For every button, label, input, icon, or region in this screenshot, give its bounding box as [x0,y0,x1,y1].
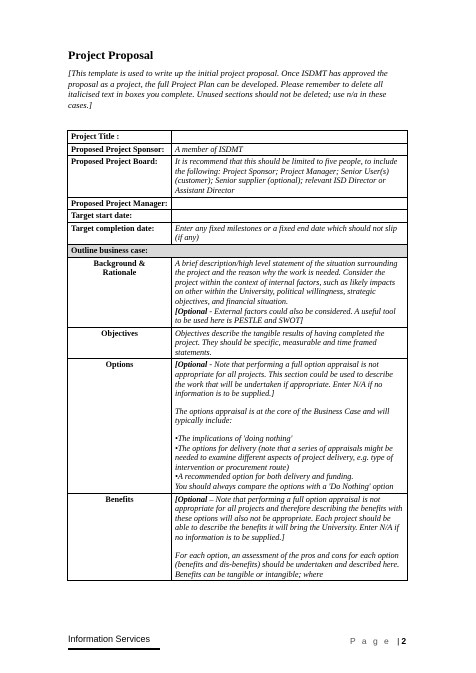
options-label: Options [68,359,172,493]
page-separator: | [397,636,400,646]
options-value[interactable] [172,359,408,493]
page-indicator [350,636,406,646]
optional-tag: [Optional [175,360,208,370]
options-bullet: •The implications of 'doing nothing' [175,434,293,444]
benefits-text: For each option, an assessment of the pros and cons for each option (benefits and dis-benefits) should be undertaken and described here. Benefits can be tangible or intangible; where [175,550,400,579]
sponsor-label: Proposed Project Sponsor: [68,143,172,156]
table-row-sponsor [68,143,408,156]
optional-tag: [Optional [175,306,208,316]
objectives-label: Objectives [68,327,172,359]
table-row-board [68,156,408,197]
table-row-completion-date [68,222,408,244]
board-label: Proposed Project Board: [68,156,172,197]
background-value[interactable] [172,257,408,327]
options-closing: You should always compare the options with a 'Do Nothing' option [175,482,394,491]
options-bullet: •A recommended option for both delivery and funding. [175,472,354,482]
options-note: - Note that performing a full option appraisal is not appropriate for all projects. This section could be used to describe the work that will be undertaken if appropriate. Enter N/A if no information is to be supplied.] [175,360,393,399]
footer-brand: Information Services [68,634,151,644]
table-row-options [68,359,408,493]
page-word: P a g e [350,636,391,646]
sponsor-value[interactable]: A member of ISDMT [172,143,408,156]
manager-label: Proposed Project Manager: [68,197,172,210]
benefits-value[interactable] [172,493,408,581]
options-intro: The options appraisal is at the core of the Business Case and will typically include: [175,406,390,426]
page-title: Project Proposal [68,48,154,62]
footer-divider [68,648,160,650]
table-row-manager [68,197,408,210]
options-bullet: •The options for delivery (note that a series of appraisals might be needed to examine different aspects of project delivery, e.g. type of intervention or procurement route) [175,443,393,472]
board-value[interactable]: It is recommend that this should be limited to five people, to include the following: Project Sponsor; Project Manager; Senior User(s) (customer); Senior supplier (optional); relevant ISD Director or Assistant Director [172,156,408,197]
project-title-value[interactable] [172,131,408,144]
background-label: Background & Rationale [68,257,172,327]
background-optional-text: - External factors could also be considered. A useful tool to be used here is PESTLE and SWOT] [175,306,396,326]
page-number: 2 [401,636,407,646]
manager-value[interactable] [172,197,408,210]
proposal-table [67,130,408,581]
objectives-value[interactable]: Objectives describe the tangible results of having completed the project. They should be specific, measurable and time framed statements. [172,327,408,359]
section-header: Outline business case: [68,244,408,257]
section-header-row [68,244,408,257]
start-date-label: Target start date: [68,210,172,223]
completion-date-value[interactable]: Enter any fixed milestones or a fixed end date which should not slip (if any) [172,222,408,244]
table-row-benefits [68,493,408,581]
completion-date-label: Target completion date: [68,222,172,244]
optional-tag: [Optional [175,494,208,504]
table-row-start-date [68,210,408,223]
benefits-note: – Note that performing a full option appraisal is not appropriate for all projects and therefore describing the benefits with these options will also not be appropriate. Each project should be able to describe the benefits it will bring the University. Enter N/A if no information is to be supplied.] [175,494,403,542]
table-row-project-title [68,131,408,144]
benefits-label: Benefits [68,493,172,581]
intro-note: [This template is used to write up the initial project proposal. Once ISDMT has approved the proposal as a project, the full Project Plan can be developed. Please remember to delete all italicised text in boxes you complete. Unused sections should not be deleted; use n/a in these cases.] [68,68,388,110]
table-row-objectives [68,327,408,359]
start-date-value[interactable] [172,210,408,223]
table-row-background [68,257,408,327]
project-title-label: Project Title : [68,131,172,144]
background-text: A brief description/high level statement of the situation surrounding the project and the reason why the work is needed. Consider the project within the context of internal factors, such as likely impacts on other within the University, political willingness, strategic objectives, and financial situation. [175,258,398,306]
